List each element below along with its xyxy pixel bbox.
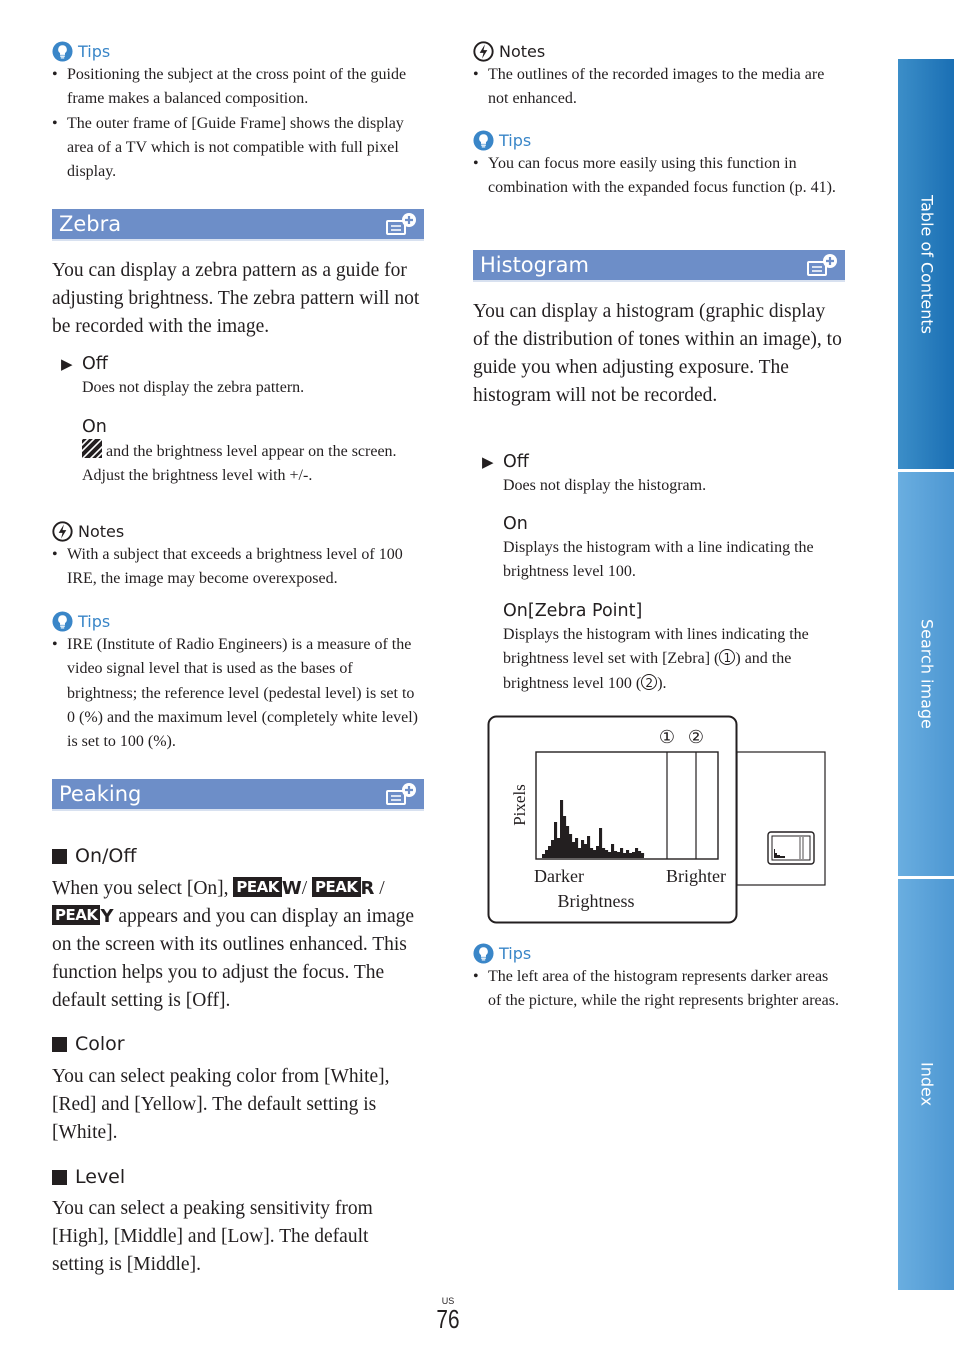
histogram-bar bbox=[599, 828, 602, 856]
histogram-bar bbox=[623, 853, 626, 856]
option-label: On[Zebra Point] bbox=[503, 601, 643, 621]
tab-table-of-contents[interactable] bbox=[894, 59, 954, 469]
zebra-option-on bbox=[82, 415, 422, 489]
option-label: On bbox=[503, 514, 528, 534]
notes-label: Notes bbox=[499, 42, 546, 61]
screen-frame bbox=[737, 752, 825, 885]
peaking-onoff-text: When you select [On], PEAK W/ PEAK R / PEAK Y appears and you can display an image on the screen with its outlines enhanced. This function helps you to adjust the focus. The default setting is [Off]. bbox=[52, 878, 415, 1011]
histogram-bar bbox=[590, 848, 593, 856]
option-description: Does not display the histogram. bbox=[503, 477, 707, 494]
histogram-bar bbox=[629, 853, 632, 856]
histogram-bar bbox=[557, 838, 560, 856]
list-item: • You can focus more easily using this function in combination with the expanded focus function (p. 41). bbox=[473, 152, 845, 201]
region-code: US bbox=[441, 1296, 455, 1306]
tips-label: Tips bbox=[499, 131, 532, 150]
subsection-heading: Color bbox=[52, 1033, 424, 1055]
histogram-bar bbox=[593, 850, 596, 856]
notes-icon bbox=[52, 521, 73, 542]
histogram-bar bbox=[578, 848, 581, 856]
peak-icon: PEAK bbox=[312, 877, 360, 897]
histogram-option-zebra-point bbox=[503, 599, 843, 696]
peak-icon: PEAK bbox=[52, 905, 100, 925]
histogram-bar bbox=[641, 853, 644, 856]
list-item: • IRE (Institute of Radio Engineers) is a measure of the video signal level that is used as the bases of brightness; the reference level (pedestal level) is set to 0 (%) and the maximum level (completely white level) is set to 100 (%). bbox=[52, 633, 424, 754]
histogram-bar bbox=[620, 848, 623, 856]
notes-heading bbox=[473, 41, 845, 62]
zebra-intro: You can display a zebra pattern as a guide for adjusting brightness. The zebra pattern will not be recorded with the image. bbox=[52, 260, 420, 337]
section-title: Histogram bbox=[480, 253, 589, 277]
peaking-color-text: You can select peaking color from [White], [Red] and [Yellow]. The default setting is [White]. bbox=[52, 1066, 390, 1143]
marker-2-circle: 2 bbox=[641, 674, 657, 690]
histogram-bar bbox=[614, 851, 617, 856]
histogram-bar bbox=[554, 822, 557, 856]
histogram-bar bbox=[548, 846, 551, 856]
marker-2-label: ② bbox=[687, 727, 705, 748]
histogram-bar bbox=[605, 850, 608, 856]
notes-heading bbox=[52, 521, 424, 542]
notes-icon bbox=[473, 41, 494, 62]
brighter-label: Brighter bbox=[666, 866, 726, 886]
square-bullet-icon bbox=[52, 1170, 67, 1185]
peak-icon: PEAK bbox=[233, 877, 281, 897]
histogram-bar bbox=[638, 851, 641, 856]
tips-label: Tips bbox=[78, 42, 111, 61]
section-title: Zebra bbox=[59, 212, 122, 236]
histogram-bar bbox=[584, 844, 587, 856]
menu-add-icon bbox=[386, 782, 418, 806]
tips-heading bbox=[473, 943, 845, 964]
option-description: Does not display the zebra pattern. bbox=[82, 379, 305, 396]
page-number-value: 76 bbox=[436, 1304, 460, 1334]
histogram-diagram bbox=[485, 713, 830, 927]
tips-icon bbox=[473, 943, 494, 964]
tips-section bbox=[52, 611, 424, 754]
histogram-bar bbox=[611, 844, 614, 856]
list-item: • The outer frame of [Guide Frame] shows the display area of a TV which is not compatible with full pixel display. bbox=[52, 112, 424, 185]
marker-1-circle: 1 bbox=[719, 649, 735, 665]
tab-label: Index bbox=[917, 1062, 937, 1107]
list-item: • Positioning the subject at the cross point of the guide frame makes a balanced composition. bbox=[52, 63, 424, 112]
tab-label: Search image bbox=[917, 619, 937, 729]
option-label: On bbox=[82, 417, 107, 437]
default-marker-icon: ▶ bbox=[482, 453, 494, 471]
square-bullet-icon bbox=[52, 849, 67, 864]
subsection-heading: Level bbox=[52, 1166, 424, 1188]
tips-section bbox=[473, 130, 845, 201]
list-item: • The left area of the histogram represents darker areas of the picture, while the right represents brighter areas. bbox=[473, 965, 845, 1014]
tips-heading bbox=[473, 130, 845, 151]
histogram-bar bbox=[560, 800, 563, 856]
histogram-baseline bbox=[542, 856, 644, 858]
option-description: Displays the histogram with lines indicating the brightness level set with [Zebra] ( 1 ) and the brightness level 100 ( 2 ). bbox=[503, 626, 809, 692]
histogram-bar bbox=[632, 852, 635, 856]
histogram-intro: You can display a histogram (graphic display of the distribution of tones within an image), to guide you when adjusting exposure. The histogram will not be recorded. bbox=[473, 301, 842, 406]
histogram-bar bbox=[572, 842, 575, 856]
histogram-bar bbox=[551, 840, 554, 856]
histogram-option-off bbox=[482, 450, 843, 498]
histogram-bar bbox=[587, 836, 590, 856]
option-label: Off bbox=[82, 354, 108, 374]
histogram-bar bbox=[581, 840, 584, 856]
tab-index[interactable] bbox=[894, 879, 954, 1290]
peaking-level-text: You can select a peaking sensitivity from [High], [Middle] and [Low]. The default setting is [Middle]. bbox=[52, 1198, 373, 1275]
square-bullet-icon bbox=[52, 1037, 67, 1052]
darker-label: Darker bbox=[534, 866, 584, 886]
option-label: Off bbox=[503, 452, 529, 472]
histogram-bar bbox=[626, 850, 629, 856]
zebra-option-off bbox=[61, 352, 422, 400]
histogram-bar bbox=[563, 816, 566, 856]
tab-search-image[interactable] bbox=[894, 472, 954, 876]
marker-1-label: ① bbox=[658, 727, 676, 748]
histogram-bar bbox=[608, 852, 611, 856]
histogram-bar bbox=[602, 848, 605, 856]
x-axis-label: Brightness bbox=[557, 891, 635, 911]
histogram-bar bbox=[542, 854, 545, 856]
page-number bbox=[428, 1296, 468, 1332]
histogram-section-header bbox=[473, 250, 845, 282]
tips-label: Tips bbox=[78, 612, 111, 631]
histogram-bar bbox=[566, 826, 569, 856]
zebra-icon bbox=[82, 439, 102, 458]
tips-icon bbox=[52, 41, 73, 62]
option-description: Displays the histogram with a line indicating the brightness level 100. bbox=[503, 539, 814, 581]
tips-label: Tips bbox=[499, 944, 532, 963]
histogram-bar bbox=[596, 846, 599, 856]
notes-section bbox=[473, 41, 845, 112]
histogram-bar bbox=[545, 850, 548, 856]
y-axis-label: Pixels bbox=[510, 784, 529, 826]
option-description: and the brightness level appear on the screen. Adjust the brightness level with +/-. bbox=[82, 439, 422, 489]
list-item: • With a subject that exceeds a brightness level of 100 IRE, the image may become overexposed. bbox=[52, 543, 424, 592]
histogram-option-on bbox=[503, 512, 843, 585]
histogram-bar bbox=[569, 834, 572, 856]
notes-label: Notes bbox=[78, 522, 125, 541]
menu-add-icon bbox=[386, 212, 418, 236]
subsection-heading: On/Off bbox=[52, 845, 424, 867]
section-title: Peaking bbox=[59, 782, 142, 806]
histogram-bar bbox=[635, 848, 638, 856]
default-marker-icon: ▶ bbox=[61, 355, 73, 373]
tips-icon bbox=[52, 611, 73, 632]
tips-section bbox=[473, 943, 845, 1014]
tips-heading bbox=[52, 41, 424, 62]
histogram-bar bbox=[617, 852, 620, 856]
notes-section bbox=[52, 521, 424, 592]
tab-label: Table of Contents bbox=[917, 194, 937, 334]
tips-icon bbox=[473, 130, 494, 151]
histogram-bar bbox=[575, 838, 578, 856]
menu-add-icon bbox=[807, 253, 839, 277]
tips-section bbox=[52, 41, 424, 184]
list-item: • The outlines of the recorded images to the media are not enhanced. bbox=[473, 63, 845, 112]
peaking-section-header bbox=[52, 779, 424, 811]
zebra-section-header bbox=[52, 209, 424, 241]
tips-heading bbox=[52, 611, 424, 632]
